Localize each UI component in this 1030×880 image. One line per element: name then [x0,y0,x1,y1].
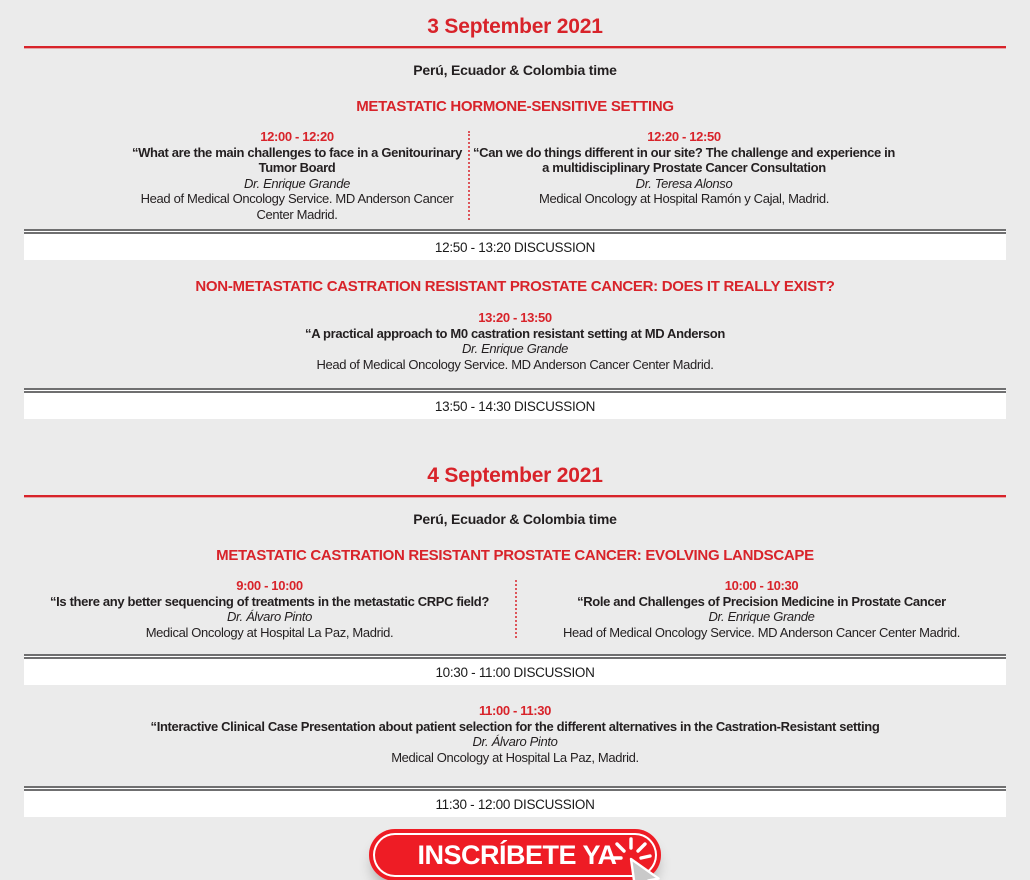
session [24,129,468,222]
day1-topic-heading-2: NON-METASTATIC CASTRATION RESISTANT PROSTATE CANCER: DOES IT REALLY EXIST? [195,278,835,295]
register-button[interactable] [369,829,661,880]
session [517,578,1006,640]
session-time: 10:00 - 10:30 [724,578,799,593]
register-button-label: INSCRÍBETE YA [417,839,617,870]
session-affiliation: Head of Medical Oncology Service. MD Anderson Cancer Center Madrid. [562,624,961,640]
session-time: 12:20 - 12:50 [647,129,721,144]
session-time: 13:20 - 13:50 [478,310,552,325]
discussion-bar: 13:50 - 14:30 DISCUSSION [24,388,1006,419]
day1-topic-heading-1: METASTATIC HORMONE-SENSITIVE SETTING [356,98,674,115]
session-speaker: Dr. Teresa Alonso [635,175,733,191]
day2-topic-heading-1: METASTATIC CASTRATION RESISTANT PROSTATE CANCER: EVOLVING LANDSCAPE [216,547,814,564]
session [24,703,1006,765]
session-affiliation: Medical Oncology at Hospital La Paz, Madrid. [145,624,394,640]
click-cursor-icon [607,837,675,880]
day1-timezone-label: Perú, Ecuador & Colombia time [413,62,617,78]
session [470,129,1006,222]
session-title: “Role and Challenges of Precision Medicine in Prostate Cancer [577,593,946,609]
session-affiliation: Head of Medical Oncology Service. MD Anderson Cancer Center Madrid. [316,356,714,372]
day2-title: 4 September 2021 [427,464,603,487]
session [24,310,1006,372]
session-speaker: Dr. Álvaro Pinto [472,734,558,749]
discussion-bar: 11:30 - 12:00 DISCUSSION [24,786,1006,817]
session-speaker: Dr. Enrique Grande [462,341,568,356]
session-title: “What are the main challenges to face in a Genitourinary Tumor Board [131,144,463,175]
cta-container [0,829,1030,880]
discussion-bar: 10:30 - 11:00 DISCUSSION [24,654,1006,685]
day2-session-row [24,578,1006,640]
red-divider [24,46,1006,48]
session-affiliation: Medical Oncology at Hospital La Paz, Madrid. [391,749,639,765]
session-speaker: Dr. Enrique Grande [244,175,350,191]
session-speaker: Dr. Álvaro Pinto [227,609,312,624]
session-title: “Interactive Clinical Case Presentation about patient selection for the different alternatives in the Castration-Resistant setting [150,718,880,734]
session-time: 12:00 - 12:20 [260,129,334,144]
discussion-bar: 12:50 - 13:20 DISCUSSION [24,229,1006,260]
session-time: 11:00 - 11:30 [478,703,552,718]
day2-timezone-label: Perú, Ecuador & Colombia time [413,511,617,527]
session-title: “A practical approach to M0 castration resistant setting at MD Anderson [305,325,725,341]
session-time: 9:00 - 10:00 [236,578,303,593]
session-affiliation: Medical Oncology at Hospital Ramón y Cajal, Madrid. [539,191,829,206]
day1-title: 3 September 2021 [427,15,603,38]
day-gap [0,419,1030,449]
day1-session-row [24,129,1006,222]
session-title: “Is there any better sequencing of treatments in the metastatic CRPC field? [50,593,489,609]
red-divider [24,495,1006,497]
session [24,578,515,640]
session-title: “Can we do things different in our site? The challenge and experience in a multidisciplinary Prostate Cancer Consultation [473,144,895,175]
session-speaker: Dr. Enrique Grande [708,609,815,624]
session-affiliation: Head of Medical Oncology Service. MD Anderson Cancer Center Madrid. [140,191,454,222]
